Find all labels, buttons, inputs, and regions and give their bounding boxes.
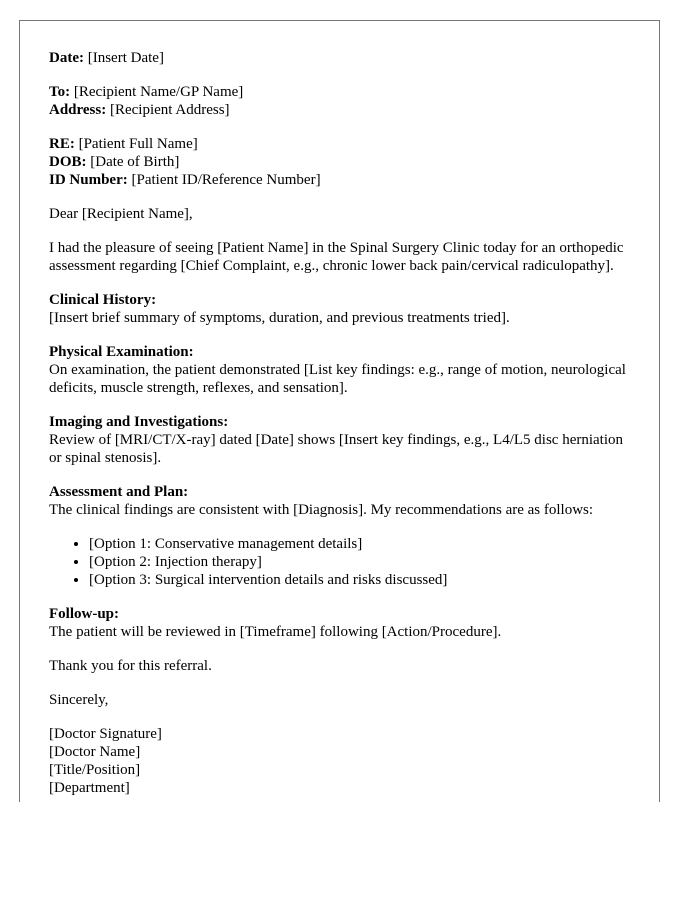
date-value: [Insert Date] (87, 50, 164, 66)
address-label: Address: (49, 102, 107, 118)
followup-section (49, 605, 639, 641)
recipient-block (49, 83, 639, 119)
physical-exam-text: On examination, the patient demonstrated [List key findings: e.g., range of motion, neurological deficits, muscle strength, reflexes, and sensation]. (49, 362, 626, 396)
doctor-department: [Department] (49, 780, 130, 796)
doctor-title: [Title/Position] (49, 762, 141, 778)
id-value: [Patient ID/Reference Number] (131, 172, 321, 188)
imaging-section (49, 413, 639, 467)
clinical-history-text: [Insert brief summary of symptoms, duration, and previous treatments tried]. (49, 310, 510, 326)
letter-content (49, 49, 639, 802)
closing-line: Sincerely, (49, 692, 109, 708)
id-line (49, 171, 639, 189)
to-label: To: (49, 84, 71, 100)
assessment-text: The clinical findings are consistent with [Diagnosis]. My recommendations are as follows: (49, 502, 594, 518)
dob-value: [Date of Birth] (90, 154, 180, 170)
clinical-history-section (49, 291, 639, 327)
id-label: ID Number: (49, 172, 128, 188)
to-line (49, 83, 639, 101)
patient-block (49, 135, 639, 189)
options-list (49, 535, 639, 589)
list-item: • [Option 3: Surgical intervention details and risks discussed] (89, 571, 639, 589)
assessment-section (49, 483, 639, 519)
dob-line (49, 153, 639, 171)
imaging-text: Review of [MRI/CT/X-ray] dated [Date] shows [Insert key findings, e.g., L4/L5 disc herniation or spinal stenosis]. (49, 432, 624, 466)
address-value: [Recipient Address] (109, 102, 230, 118)
doctor-signature: [Doctor Signature] (49, 726, 162, 742)
salutation: Dear [Recipient Name], (49, 206, 193, 222)
followup-text: The patient will be reviewed in [Timeframe] following [Action/Procedure]. (49, 624, 502, 640)
re-value: [Patient Full Name] (78, 136, 198, 152)
dob-label: DOB: (49, 154, 87, 170)
physical-exam-heading: Physical Examination: (49, 344, 194, 360)
assessment-heading: Assessment and Plan: (49, 484, 189, 500)
imaging-heading: Imaging and Investigations: (49, 414, 229, 430)
to-value: [Recipient Name/GP Name] (73, 84, 244, 100)
clinical-history-heading: Clinical History: (49, 292, 157, 308)
date-line (49, 49, 639, 67)
list-item: • [Option 2: Injection therapy] (89, 553, 639, 571)
list-item: • [Option 1: Conservative management details] (89, 535, 639, 553)
thanks-line: Thank you for this referral. (49, 658, 212, 674)
letter-page (19, 20, 660, 802)
address-line (49, 101, 639, 119)
date-label: Date: (49, 50, 84, 66)
doctor-name: [Doctor Name] (49, 744, 141, 760)
intro-paragraph: I had the pleasure of seeing [Patient Name] in the Spinal Surgery Clinic today for an orthopedic assessment regarding [Chief Complaint, e.g., chronic lower back pain/cervical radiculopathy]. (49, 240, 624, 274)
physical-exam-section (49, 343, 639, 397)
signature-block (49, 725, 639, 797)
followup-heading: Follow-up: (49, 606, 120, 622)
re-line (49, 135, 639, 153)
re-label: RE: (49, 136, 75, 152)
